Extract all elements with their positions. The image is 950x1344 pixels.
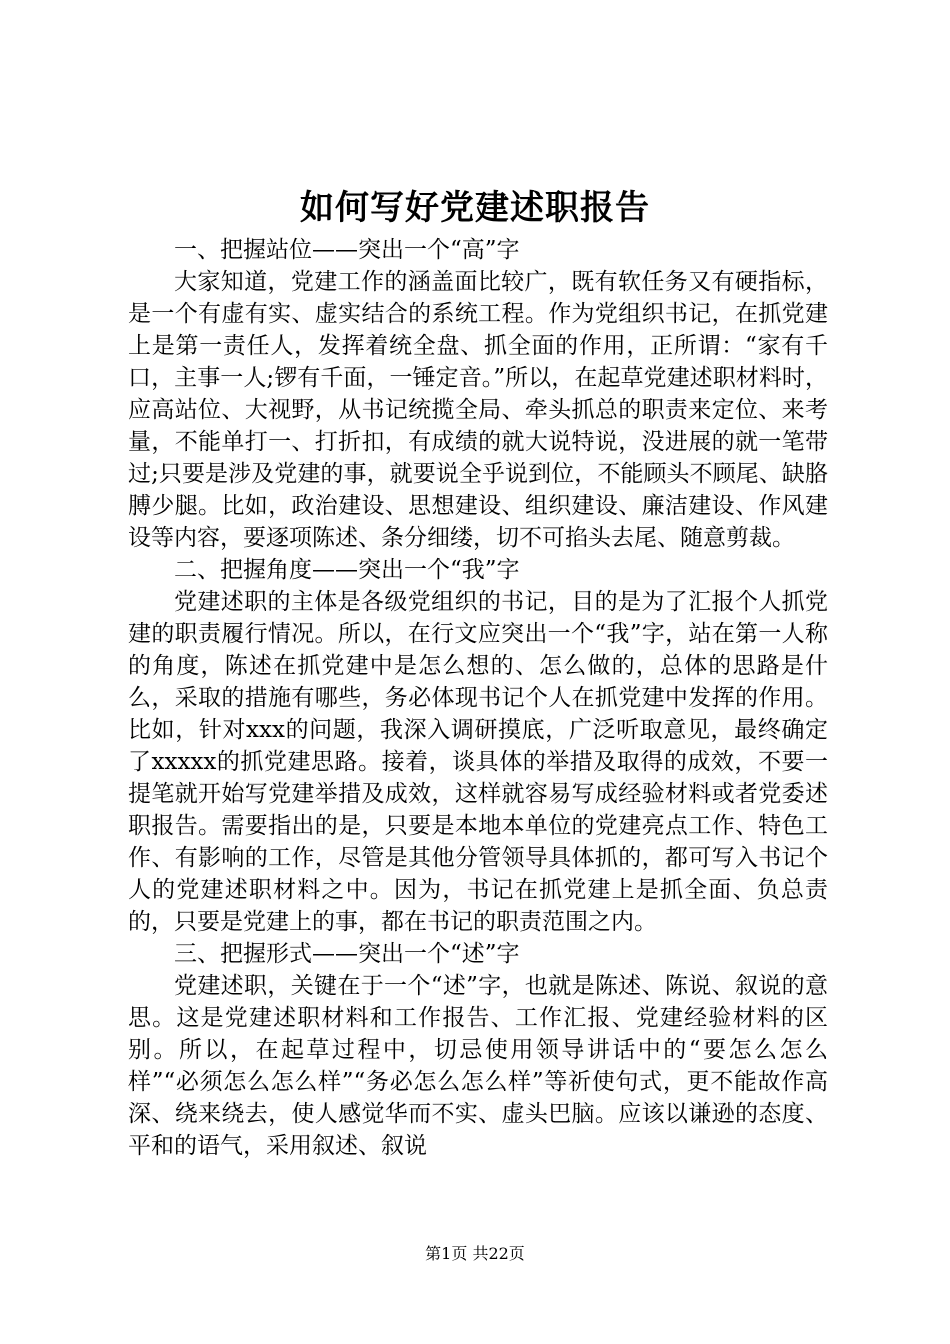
section-heading-3: 三、把握形式——突出一个“述”字 bbox=[174, 941, 520, 967]
body-paragraph-1: 大家知道，党建工作的涵盖面比较广，既有软任务又有硬指标，是一个有虚有实、虚实结合的系统工程。作为党组织书记，在抓党建上是第一责任人，发挥着统全盘、抓全面的作用，正所谓：“家有千口，主事一人;锣有千面，一锤定音。”所以，在起草党建述职材料时，应高站位、大视野，从书记统揽全局、牵头抓总的职责来定位、来考量，不能单打一、打折扣，有成绩的就大说特说，没进展的就一笔带过;只要是涉及党建的事，就要说全乎说到位，不能顾头不顾尾、缺胳膊少腿。比如，政治建设、思想建设、组织建设、廉洁建设、作风建设等内容，要逐项陈述、条分细缕，切不可掐头去尾、随意剪裁。 bbox=[128, 269, 828, 551]
section-heading-1: 一、把握站位——突出一个“高”字 bbox=[174, 237, 520, 263]
body-paragraph-3: 党建述职，关键在于一个“述”字，也就是陈述、陈说、叙说的意思。这是党建述职材料和工作报告、工作汇报、党建经验材料的区别。所以，在起草过程中，切忌使用领导讲话中的“要怎么怎么样”“必须怎么怎么样”“务必怎么怎么样”等祈使句式，更不能故作高深、绕来绕去，使人感觉华而不实、虚头巴脑。应该以谦逊的态度、平和的语气，采用叙述、叙说 bbox=[128, 973, 828, 1159]
document-title: 如何写好党建述职报告 bbox=[300, 188, 650, 228]
section-heading-2: 二、把握角度——突出一个“我”字 bbox=[174, 557, 520, 583]
document-body bbox=[128, 234, 828, 1162]
body-paragraph-2: 党建述职的主体是各级党组织的书记，目的是为了汇报个人抓党建的职责履行情况。所以，在行文应突出一个“我”字，站在第一人称的角度，陈述在抓党建中是怎么想的、怎么做的，总体的思路是什么，采取的措施有哪些，务必体现书记个人在抓党建中发挥的作用。比如，针对xxx的问题，我深入调研摸底，广泛听取意见，最终确定了xxxxx的抓党建思路。接着，谈具体的举措及取得的成效，不要一提笔就开始写党建举措及成效，这样就容易写成经验材料或者党委述职报告。需要指出的是，只要是本地本单位的党建亮点工作、特色工作、有影响的工作，尽管是其他分管领导具体抓的，都可写入书记个人的党建述职材料之中。因为，书记在抓党建上是抓全面、负总责的，只要是党建上的事，都在书记的职责范围之内。 bbox=[128, 589, 828, 935]
page-footer: 第1页 共22页 bbox=[425, 1244, 525, 1263]
